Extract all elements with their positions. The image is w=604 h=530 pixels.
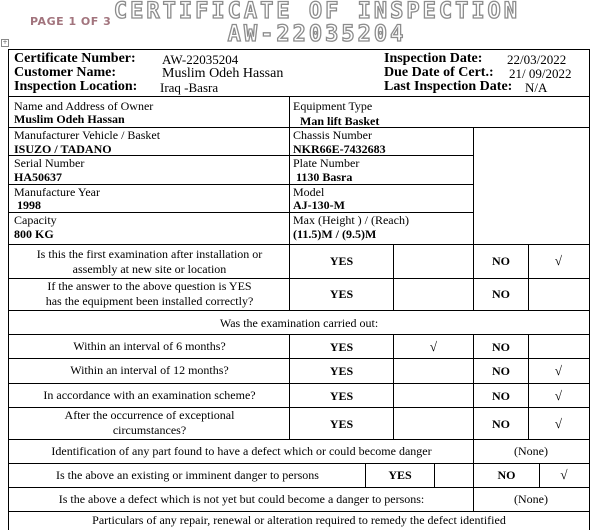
answer-yes: YES — [329, 364, 354, 378]
check-mark-icon: √ — [429, 339, 438, 354]
answer-no: NO — [492, 417, 510, 431]
divider — [9, 511, 589, 512]
question-interval-6-months: Within an interval of 6 months? — [73, 339, 226, 353]
divider — [434, 463, 435, 487]
capacity-label: Capacity — [14, 213, 57, 227]
answer-yes: YES — [329, 389, 354, 403]
answer-no: NO — [492, 287, 510, 301]
question-interval-12-months: Within an interval of 12 months? — [70, 363, 229, 377]
document-title — [0, 0, 604, 46]
chassis-value: NKR66E-7432683 — [293, 142, 386, 156]
answer-yes: YES — [329, 287, 354, 301]
inspection-location-label: Inspection Location: — [14, 79, 138, 94]
chassis-label: Chassis Number — [293, 128, 372, 142]
owner-label: Name and Address of Owner — [14, 99, 154, 113]
customer-name-label: Customer Name: — [14, 65, 116, 80]
max-label: Max (Height ) / (Reach) — [293, 213, 409, 227]
max-value: (11.5)M / (9.5)M — [293, 227, 377, 241]
plate-label: Plate Number — [293, 156, 360, 170]
divider — [393, 244, 394, 310]
divider — [9, 244, 589, 245]
title-line-2: AW-22035204 — [227, 22, 407, 47]
last-inspection-value: N/A — [525, 80, 548, 95]
last-inspection-label: Last Inspection Date: — [384, 79, 513, 94]
divider — [9, 439, 589, 440]
equipment-type-label: Equipment Type — [293, 99, 373, 113]
answer-yes: YES — [329, 254, 354, 268]
answer-no: NO — [492, 340, 510, 354]
due-date-label: Due Date of Cert.: — [384, 65, 494, 80]
question-imminent-danger: Is the above an existing or imminent danger to persons — [56, 468, 319, 482]
cert-number-label: Certificate Number: — [14, 51, 136, 66]
cert-number-value: AW-22035204 — [162, 52, 239, 67]
manufacturer-value: ISUZO / TADANO — [14, 142, 112, 156]
answer-no: NO — [497, 468, 516, 482]
answer-no: NO — [492, 389, 510, 403]
answer-yes: YES — [329, 417, 354, 431]
table-move-handle-icon[interactable]: + — [2, 39, 8, 46]
question-installed-correctly: If the answer to the above question is YES has the equipment been installed correctly? — [45, 279, 254, 308]
year-value: 1998 — [14, 198, 41, 212]
divider — [473, 127, 474, 244]
answer-no: NO — [492, 254, 510, 268]
check-mark-icon: √ — [560, 467, 568, 482]
answer-none: (None) — [514, 492, 548, 506]
divider — [9, 487, 589, 488]
serial-value: HA50637 — [14, 170, 62, 184]
question-exceptional-circumstances: After the occurrence of exceptional circumstances? — [64, 408, 235, 437]
question-future-danger: Is the above a defect which is not yet but could become a danger to persons: — [58, 492, 425, 506]
capacity-value: 800 KG — [14, 227, 54, 241]
check-mark-icon: √ — [554, 416, 563, 431]
model-value: AJ-130-M — [293, 198, 345, 212]
inspection-location-value: Iraq -Basra — [160, 80, 219, 95]
divider — [9, 383, 589, 384]
question-repair-particulars: Particulars of any repair, renewal or alteration required to remedy the defect identified — [92, 513, 506, 527]
question-first-examination: Is this the first examination after installation or assembly at new site or location — [36, 247, 263, 276]
equipment-type-value: Man lift Basket — [300, 114, 380, 128]
divider — [9, 358, 589, 359]
customer-name-value: Muslim Odeh Hassan — [162, 66, 284, 81]
page-number-label: PAGE 1 OF 3 — [30, 15, 112, 28]
question-defect-identification: Identification of any part found to have a defect which or could become danger — [51, 444, 432, 458]
owner-value: Muslim Odeh Hassan — [14, 112, 125, 126]
inspection-date-label: Inspection Date: — [384, 51, 483, 66]
inspection-date-value: 22/03/2022 — [507, 52, 567, 67]
divider — [9, 96, 589, 97]
answer-yes: YES — [388, 468, 412, 482]
model-label: Model — [293, 185, 325, 199]
divider — [9, 463, 589, 464]
title-line-1: CERTIFICATE OF INSPECTION — [113, 0, 521, 24]
divider — [289, 96, 290, 244]
manufacturer-label: Manufacturer Vehicle / Basket — [14, 128, 161, 142]
answer-yes: YES — [329, 340, 354, 354]
check-mark-icon: √ — [554, 253, 563, 268]
check-mark-icon: √ — [554, 388, 563, 403]
serial-label: Serial Number — [14, 156, 85, 170]
section-examination-carried-out: Was the examination carried out: — [219, 316, 379, 330]
year-label: Manufacture Year — [14, 185, 100, 199]
due-date-value: 21/ 09/2022 — [509, 66, 572, 81]
divider — [9, 334, 589, 335]
plate-value: 1130 Basra — [296, 170, 353, 184]
divider — [9, 310, 589, 311]
answer-no: NO — [492, 364, 510, 378]
question-examination-scheme: In accordance with an examination scheme? — [43, 388, 256, 402]
check-mark-icon: √ — [554, 363, 563, 378]
answer-none: (None) — [514, 444, 548, 458]
